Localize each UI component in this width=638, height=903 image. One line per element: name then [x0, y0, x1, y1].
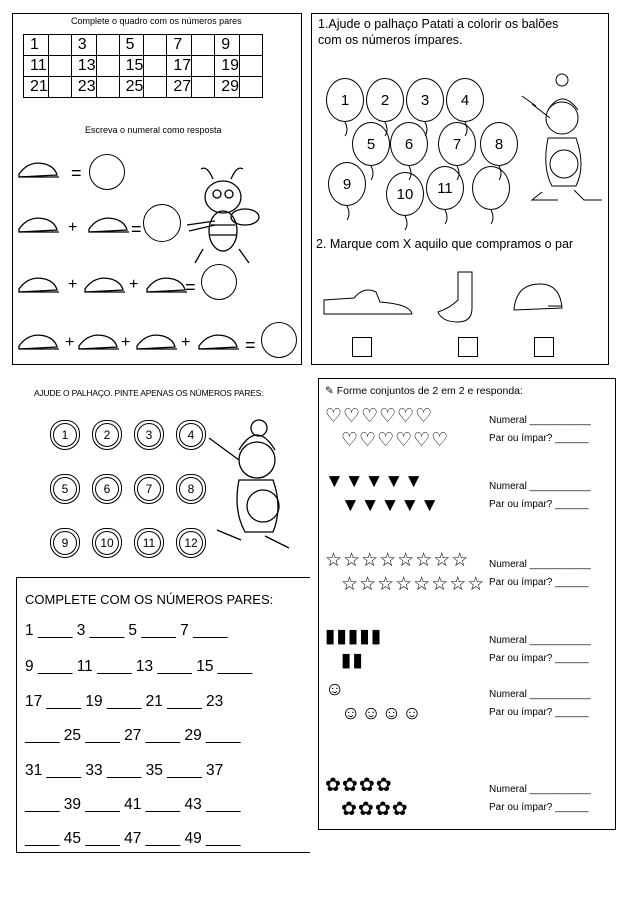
- panel-title: [325, 385, 523, 397]
- grid-cell: 27: [167, 77, 192, 98]
- question-1-line-2: com os números ímpares.: [318, 33, 463, 47]
- panel-subtitle: Escreva o numeral como resposta: [85, 125, 222, 135]
- grid-cell-blank[interactable]: [144, 56, 167, 77]
- panel-title: Complete o quadro com os números pares: [71, 16, 242, 26]
- numeral-field[interactable]: Numeral ___________: [489, 689, 591, 700]
- shoe-icon: [89, 218, 129, 232]
- numeral-label: Numeral: [489, 635, 527, 646]
- checkbox-shoe[interactable]: [352, 337, 372, 357]
- apple-number: 12: [179, 531, 203, 555]
- balloon[interactable]: 10: [386, 172, 424, 216]
- shoe-icon: [19, 335, 59, 349]
- number-line[interactable]: 1 ____ 3 ____ 5 ____ 7 ____: [25, 622, 228, 639]
- set-items-icon: ☺☺☺☺: [341, 703, 423, 724]
- apple[interactable]: [176, 528, 206, 558]
- grid-cell: 5: [119, 35, 144, 56]
- answer-circle[interactable]: [201, 264, 237, 300]
- numeral-label: Numeral: [489, 689, 527, 700]
- apple[interactable]: [92, 474, 122, 504]
- shoe-icon: [324, 290, 412, 314]
- balloon[interactable]: 2: [366, 78, 404, 122]
- grid-cell: 29: [215, 77, 240, 98]
- par-impar-field[interactable]: Par ou ímpar? ______: [489, 707, 589, 718]
- grid-cell: 7: [167, 35, 192, 56]
- apple-number: 6: [95, 477, 119, 501]
- sock-icon: [438, 272, 472, 322]
- shoe-icon: [19, 278, 59, 292]
- par-impar-label: Par ou ímpar?: [489, 802, 553, 813]
- grid-cell: 13: [71, 56, 96, 77]
- number-grid: [23, 34, 263, 98]
- set-items-icon: ✿✿✿✿: [325, 775, 393, 796]
- grid-cell: 21: [24, 77, 49, 98]
- set-items-icon: ▼▼▼▼▼: [341, 495, 441, 516]
- balloon[interactable]: 4: [446, 78, 484, 122]
- set-items-icon: ☺: [325, 679, 346, 700]
- grid-cell: 11: [24, 56, 49, 77]
- number-line[interactable]: ____ 39 ____ 41 ____ 43 ____: [25, 796, 241, 813]
- apple[interactable]: [134, 528, 164, 558]
- shoe-icon: [79, 335, 119, 349]
- shoe-icon: [19, 218, 59, 232]
- grid-row: [24, 56, 263, 77]
- apple-number: 5: [53, 477, 77, 501]
- apple-number: 7: [137, 477, 161, 501]
- complete-even-numbers-box: [16, 577, 310, 853]
- checkbox-cap[interactable]: [534, 337, 554, 357]
- apples-heading: AJUDE O PALHAÇO. PINTE APENAS OS NÚMEROS PARES:: [34, 388, 264, 398]
- question-2: 2. Marque com X aquilo que compramos o par: [316, 237, 574, 251]
- question-1-line-1: 1.Ajude o palhaço Patati a colorir os balões: [318, 17, 559, 31]
- grid-cell-blank[interactable]: [96, 56, 119, 77]
- apple-number: 4: [179, 423, 203, 447]
- apple-number: 8: [179, 477, 203, 501]
- box-title: COMPLETE COM OS NÚMEROS PARES:: [25, 592, 274, 607]
- numeral-field[interactable]: Numeral ___________: [489, 481, 591, 492]
- balloon[interactable]: 6: [390, 122, 428, 166]
- shoe-icon: [19, 163, 59, 177]
- set-items-icon: ☆☆☆☆☆☆☆☆: [341, 574, 486, 595]
- equals-sign: =: [245, 335, 256, 355]
- numeral-field[interactable]: Numeral ___________: [489, 784, 591, 795]
- balloon[interactable]: 7: [438, 122, 476, 166]
- apple-number: 11: [137, 531, 161, 555]
- numeral-field[interactable]: Numeral ___________: [489, 415, 591, 426]
- par-impar-field[interactable]: Par ou ímpar? ______: [489, 577, 589, 588]
- set-items-icon: ☆☆☆☆☆☆☆☆: [325, 550, 470, 571]
- balloon[interactable]: 11: [426, 166, 464, 210]
- set-items-icon: ♡♡♡♡♡♡: [325, 406, 434, 427]
- grid-cell-blank[interactable]: [144, 77, 167, 98]
- grid-cell: 1: [24, 35, 49, 56]
- sets-panel: [318, 378, 616, 830]
- answer-circle[interactable]: [261, 322, 297, 358]
- apple-number: 2: [95, 423, 119, 447]
- balloon[interactable]: 9: [328, 162, 366, 206]
- grid-cell-blank[interactable]: [96, 77, 119, 98]
- par-impar-field[interactable]: Par ou ímpar? ______: [489, 499, 589, 510]
- grid-cell: 19: [215, 56, 240, 77]
- bee-icon: [187, 168, 259, 263]
- par-impar-label: Par ou ímpar?: [489, 653, 553, 664]
- numeral-label: Numeral: [489, 415, 527, 426]
- pencil-icon: ✎: [325, 385, 337, 397]
- numeral-label: Numeral: [489, 784, 527, 795]
- plus-sign: +: [129, 276, 139, 293]
- par-impar-label: Par ou ímpar?: [489, 577, 553, 588]
- grid-cell: 15: [119, 56, 144, 77]
- par-impar-field[interactable]: Par ou ímpar? ______: [489, 653, 589, 664]
- grid-cell-blank[interactable]: [192, 56, 215, 77]
- number-line[interactable]: ____ 25 ____ 27 ____ 29 ____: [25, 727, 241, 744]
- grid-cell: 17: [167, 56, 192, 77]
- grid-cell: 25: [119, 77, 144, 98]
- par-impar-label: Par ou ímpar?: [489, 433, 553, 444]
- shoe-icon: [199, 335, 239, 349]
- numeral-field[interactable]: Numeral ___________: [489, 635, 591, 646]
- set-items-icon: ✿✿✿✿: [341, 799, 409, 820]
- shoe-icon: [147, 278, 187, 292]
- equals-sign: =: [185, 277, 196, 297]
- balloon[interactable]: 8: [480, 122, 518, 166]
- plus-sign: +: [68, 219, 78, 236]
- number-line[interactable]: 9 ____ 11 ____ 13 ____ 15 ____: [25, 658, 253, 675]
- apple[interactable]: [50, 474, 80, 504]
- par-impar-field[interactable]: Par ou ímpar? ______: [489, 802, 589, 813]
- worksheet-balloons-panel: [311, 13, 609, 365]
- set-items-icon: ▮▮: [341, 650, 364, 671]
- grid-cell: 3: [71, 35, 96, 56]
- par-impar-field[interactable]: Par ou ímpar? ______: [489, 433, 589, 444]
- grid-cell-blank[interactable]: [48, 77, 71, 98]
- numeral-label: Numeral: [489, 481, 527, 492]
- clown-icon: [205, 410, 305, 560]
- equals-sign: =: [131, 219, 142, 239]
- apple[interactable]: [176, 474, 206, 504]
- balloon[interactable]: 3: [406, 78, 444, 122]
- grid-cell-blank[interactable]: [192, 35, 215, 56]
- apple-number: 1: [53, 423, 77, 447]
- grid-cell-blank[interactable]: [239, 77, 262, 98]
- balloon[interactable]: 1: [326, 78, 364, 122]
- worksheet-even-numbers-panel: [12, 13, 302, 365]
- apple-number: 9: [53, 531, 77, 555]
- plus-sign: +: [65, 334, 75, 351]
- plus-sign: +: [68, 276, 78, 293]
- grid-cell-blank[interactable]: [96, 35, 119, 56]
- number-line[interactable]: 31 ____ 33 ____ 35 ____ 37: [25, 762, 224, 779]
- shoes-illustration: [13, 149, 303, 364]
- grid-cell-blank[interactable]: [192, 77, 215, 98]
- balloon-strings: [312, 14, 608, 364]
- equals-sign: =: [71, 163, 82, 183]
- numeral-label: Numeral: [489, 559, 527, 570]
- checkbox-sock[interactable]: [458, 337, 478, 357]
- apple-number: 10: [95, 531, 119, 555]
- shoe-icon: [137, 335, 177, 349]
- set-items-icon: ▮▮▮▮▮: [325, 626, 383, 647]
- apple-number: 3: [137, 423, 161, 447]
- balloon[interactable]: 5: [352, 122, 390, 166]
- apple[interactable]: [92, 528, 122, 558]
- grid-cell-blank[interactable]: [239, 35, 262, 56]
- grid-cell-blank[interactable]: [144, 35, 167, 56]
- plus-sign: +: [181, 334, 191, 351]
- par-impar-label: Par ou ímpar?: [489, 707, 553, 718]
- clown-icon: [522, 74, 602, 200]
- apple[interactable]: [50, 528, 80, 558]
- set-items-icon: ♡♡♡♡♡♡: [341, 430, 450, 451]
- grid-row: [24, 35, 263, 56]
- apple[interactable]: [50, 420, 80, 450]
- grid-row: [24, 77, 263, 98]
- plus-sign: +: [121, 334, 131, 351]
- apple[interactable]: [134, 420, 164, 450]
- answer-circle[interactable]: [89, 154, 125, 190]
- apple[interactable]: [176, 420, 206, 450]
- number-line[interactable]: 17 ____ 19 ____ 21 ____ 23: [25, 693, 224, 710]
- grid-cell: 23: [71, 77, 96, 98]
- number-line[interactable]: ____ 45 ____ 47 ____ 49 ____: [25, 830, 241, 847]
- apple[interactable]: [134, 474, 164, 504]
- grid-cell-blank[interactable]: [48, 56, 71, 77]
- panel-title-text: Forme conjuntos de 2 em 2 e responda:: [336, 385, 523, 397]
- grid-cell-blank[interactable]: [48, 35, 71, 56]
- par-impar-label: Par ou ímpar?: [489, 499, 553, 510]
- grid-cell-blank[interactable]: [239, 56, 262, 77]
- set-items-icon: ▼▼▼▼▼: [325, 471, 425, 492]
- answer-circle[interactable]: [143, 204, 181, 242]
- numeral-field[interactable]: Numeral ___________: [489, 559, 591, 570]
- grid-cell: 9: [215, 35, 240, 56]
- cap-icon: [514, 284, 562, 310]
- shoe-icon: [85, 278, 125, 292]
- apple[interactable]: [92, 420, 122, 450]
